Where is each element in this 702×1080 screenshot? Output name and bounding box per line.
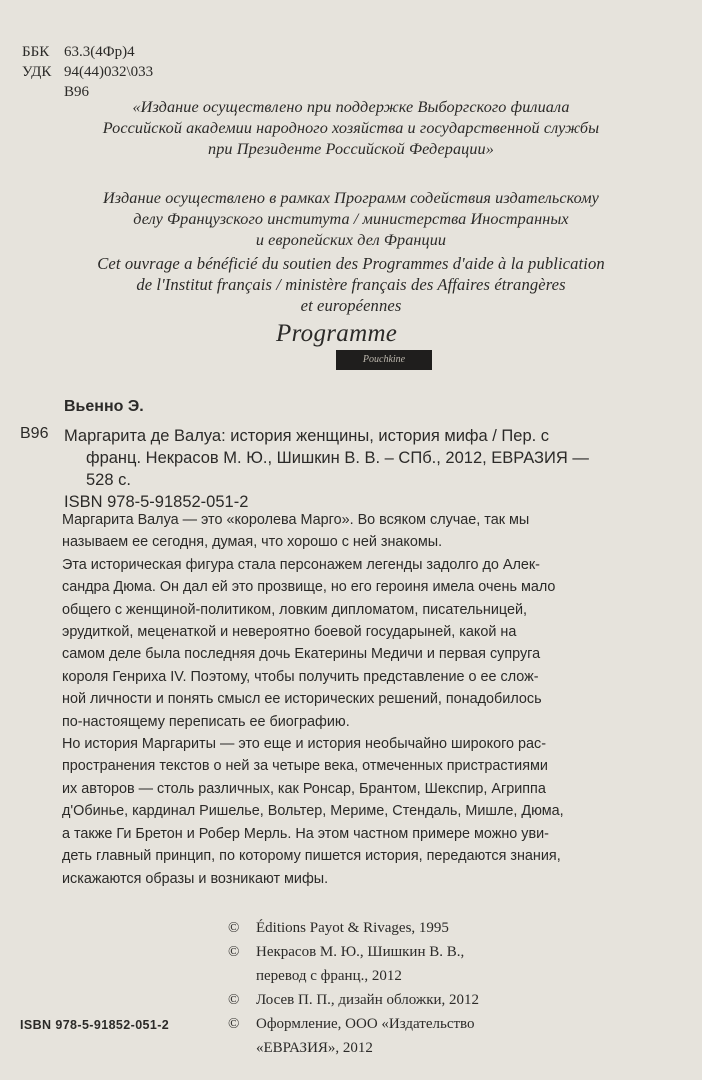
copyright-text: перевод с франц., 2012 xyxy=(256,968,402,984)
copyright-icon: © xyxy=(228,992,240,1008)
program-notice-fr xyxy=(0,253,702,316)
abstract-line: общего с женщиной-политиком, ловким дипломатом, писательницей, xyxy=(62,601,527,618)
abstract-line: по-настоящему переписать ее биографию. xyxy=(62,713,350,730)
abstract-line: эрудиткой, меценаткой и невероятно боевой государыней, какой на xyxy=(62,624,517,641)
author-mark: В96 xyxy=(64,84,90,100)
bibliographic-record xyxy=(64,425,664,513)
abstract-line: Маргарита Валуа — это «королева Марго». Во всяком случае, так мы xyxy=(62,512,530,528)
abstract-line: деть главный принцип, по которому пишется история, передаются знания, xyxy=(62,848,561,865)
abstract-line: сандра Дюма. Он дал ей это прозвище, но его героиня имела очень мало xyxy=(62,579,556,596)
abstract-line: Эта историческая фигура стала персонажем легенды задолго до Алек- xyxy=(62,556,540,573)
program-notice-fr-line: de l'Institut français / ministère français des Affaires étrangères xyxy=(136,275,566,294)
abstract-line: короля Генриха IV. Поэтому, чтобы получить представление о ее слож- xyxy=(62,668,539,685)
author-heading: Вьенно Э. xyxy=(64,398,144,415)
copyright-text: Оформление, ООО «Издательство xyxy=(256,1016,475,1032)
classifier-mark: В96 xyxy=(20,425,49,442)
support-notice-line: «Издание осуществлено при поддержке Выборгского филиала xyxy=(132,98,570,116)
program-notice-ru-line: Издание осуществлено в рамках Программ содействия издательскому xyxy=(103,189,599,207)
program-notice-fr-line: et européennes xyxy=(300,296,402,315)
programme-pouchkine-logo xyxy=(276,320,436,372)
support-notice xyxy=(0,97,702,160)
abstract-line: а также Ги Бретон и Робер Мерль. На этом частном примере можно уви- xyxy=(62,825,549,842)
support-notice-line: при Президенте Российской Федерации» xyxy=(208,140,494,158)
copyright-icon: © xyxy=(228,920,240,936)
copyright-notices xyxy=(228,916,479,1060)
program-notice-ru xyxy=(0,188,702,251)
abstract-line: искажаются образы и возникают мифы. xyxy=(62,870,329,887)
copyright-icon: © xyxy=(228,1016,240,1032)
abstract-line: их авторов — столь различных, как Ронсар, Брантом, Шекспир, Агриппа xyxy=(62,780,546,797)
abstract-line: Но история Маргариты — это еще и история необычайно широкого рас- xyxy=(62,736,547,753)
logo-word: Programme xyxy=(276,320,398,347)
program-notice-ru-line: и европейских дел Франции xyxy=(255,231,447,249)
abstract-line: пространения текстов о ней за четыре века, отмеченных пристрастиями xyxy=(62,758,548,775)
support-notice-line: Российской академии народного хозяйства и государственной службы xyxy=(102,119,600,137)
copyright-text: Некрасов М. Ю., Шишкин В. В., xyxy=(256,944,465,960)
biblio-line: 528 с. xyxy=(86,471,131,489)
biblio-line: франц. Некрасов М. Ю., Шишкин В. В. – СПб., 2012, ЕВРАЗИЯ — xyxy=(86,449,589,467)
abstract-line: называем ее сегодня, думая, что хорошо с ней знакомы. xyxy=(62,534,443,551)
bbk-value: 63.3(4Фр)4 xyxy=(64,44,135,60)
biblio-isbn: ISBN 978-5-91852-051-2 xyxy=(64,493,249,511)
copyright-text: «ЕВРАЗИЯ», 2012 xyxy=(256,1040,373,1056)
isbn-bottom: ISBN 978-5-91852-051-2 xyxy=(20,1018,170,1032)
copyright-text: Éditions Payot & Rivages, 1995 xyxy=(256,920,449,936)
abstract-line: д'Обинье, кардинал Ришелье, Вольтер, Мериме, Стендаль, Мишле, Дюма, xyxy=(62,803,564,820)
abstract-line: ной личности и понять смысл ее исторических решений, понадобилось xyxy=(62,691,542,708)
abstract-line: самом деле была последняя дочь Екатерины Медичи и первая супруга xyxy=(62,646,541,663)
copyright-text: Лосев П. П., дизайн обложки, 2012 xyxy=(256,992,480,1008)
copyright-icon: © xyxy=(228,944,240,960)
logo-plate: Pouchkine xyxy=(336,350,432,370)
classification-codes xyxy=(22,42,153,102)
udk-value: 94(44)032\033 xyxy=(64,64,154,80)
program-notice-ru-line: делу Французского института / министерства Иностранных xyxy=(133,210,569,228)
biblio-line: Маргарита де Валуа: история женщины, история мифа / Пер. с xyxy=(64,427,550,445)
udk-label: УДК xyxy=(22,64,52,80)
abstract xyxy=(62,509,682,890)
bbk-label: ББК xyxy=(22,44,50,60)
program-notice-fr-line: Cet ouvrage a bénéficié du soutien des Programmes d'aide à la publication xyxy=(97,254,605,273)
